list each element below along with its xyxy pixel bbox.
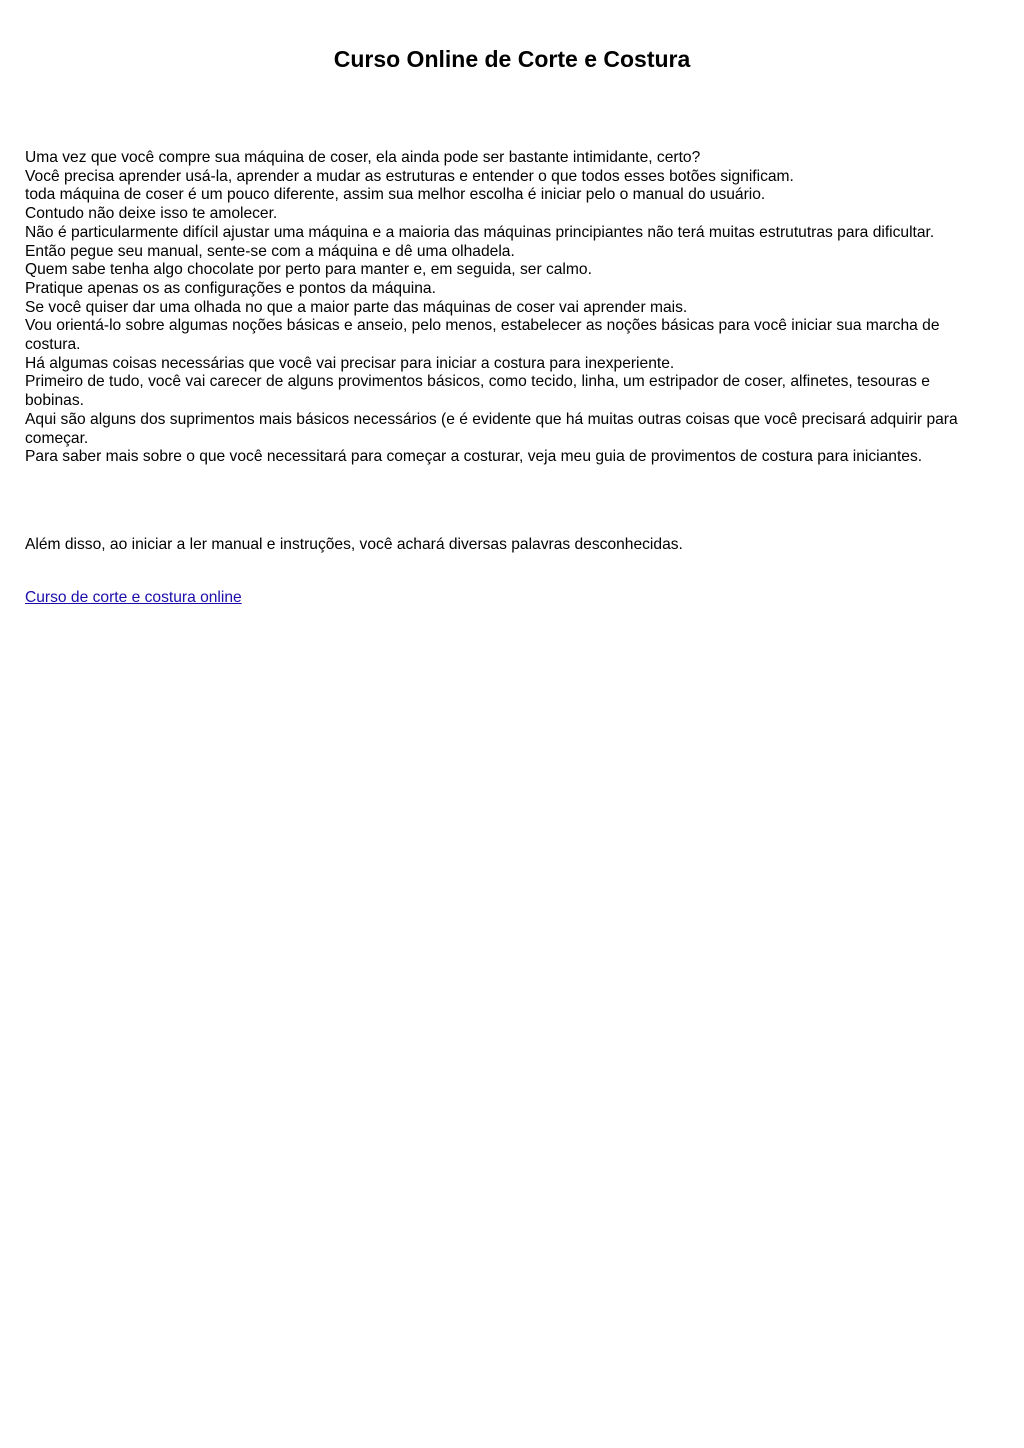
paragraph-line: Contudo não deixe isso te amolecer. (25, 205, 278, 223)
paragraph-line: Não é particularmente difícil ajustar uma máquina e a maioria das máquinas principiantes não terá muitas estrututras para dificultar. (25, 223, 935, 241)
paragraph-line: Há algumas coisas necessárias que você vai precisar para iniciar a costura para inexperiente. (25, 354, 675, 372)
body-paragraph (25, 149, 965, 467)
paragraph-line: toda máquina de coser é um pouco diferente, assim sua melhor escolha é iniciar pelo o manual do usuário. (25, 186, 766, 204)
paragraph-line: Uma vez que você compre sua máquina de coser, ela ainda pode ser bastante intimidante, certo? (25, 149, 701, 166)
course-link[interactable]: Curso de corte e costura online (25, 589, 242, 606)
paragraph-line: Aqui são alguns dos suprimentos mais básicos necessários (e é evidente que há muitas outras coisas que você precisará adquirir para começar. (25, 410, 958, 447)
paragraph-line: Pratique apenas os as configurações e pontos da máquina. (25, 279, 436, 297)
paragraph-line: Vou orientá-lo sobre algumas noções básicas e anseio, pelo menos, estabelecer as noções básicas para você iniciar sua marcha de costura. (25, 317, 940, 354)
paragraph-line: Você precisa aprender usá-la, aprender a mudar as estruturas e entender o que todos esses botões significam. (25, 167, 794, 185)
paragraph-line: Quem sabe tenha algo chocolate por perto para manter e, em seguida, ser calmo. (25, 261, 592, 279)
paragraph-line: Se você quiser dar uma olhada no que a maior parte das máquinas de coser vai aprender mais. (25, 298, 688, 316)
paragraph-line: Então pegue seu manual, sente-se com a máquina e dê uma olhadela. (25, 242, 515, 260)
note-paragraph: Além disso, ao iniciar a ler manual e instruções, você achará diversas palavras desconhecidas. (25, 536, 683, 553)
page-title: Curso Online de Corte e Costura (333, 46, 691, 72)
paragraph-line: Para saber mais sobre o que você necessitará para começar a costurar, veja meu guia de provimentos de costura para iniciantes. (25, 448, 923, 466)
paragraph-line: Primeiro de tudo, você vai carecer de alguns provimentos básicos, como tecido, linha, um estripador de coser, alfinetes, tesouras e bobinas. (25, 373, 930, 410)
